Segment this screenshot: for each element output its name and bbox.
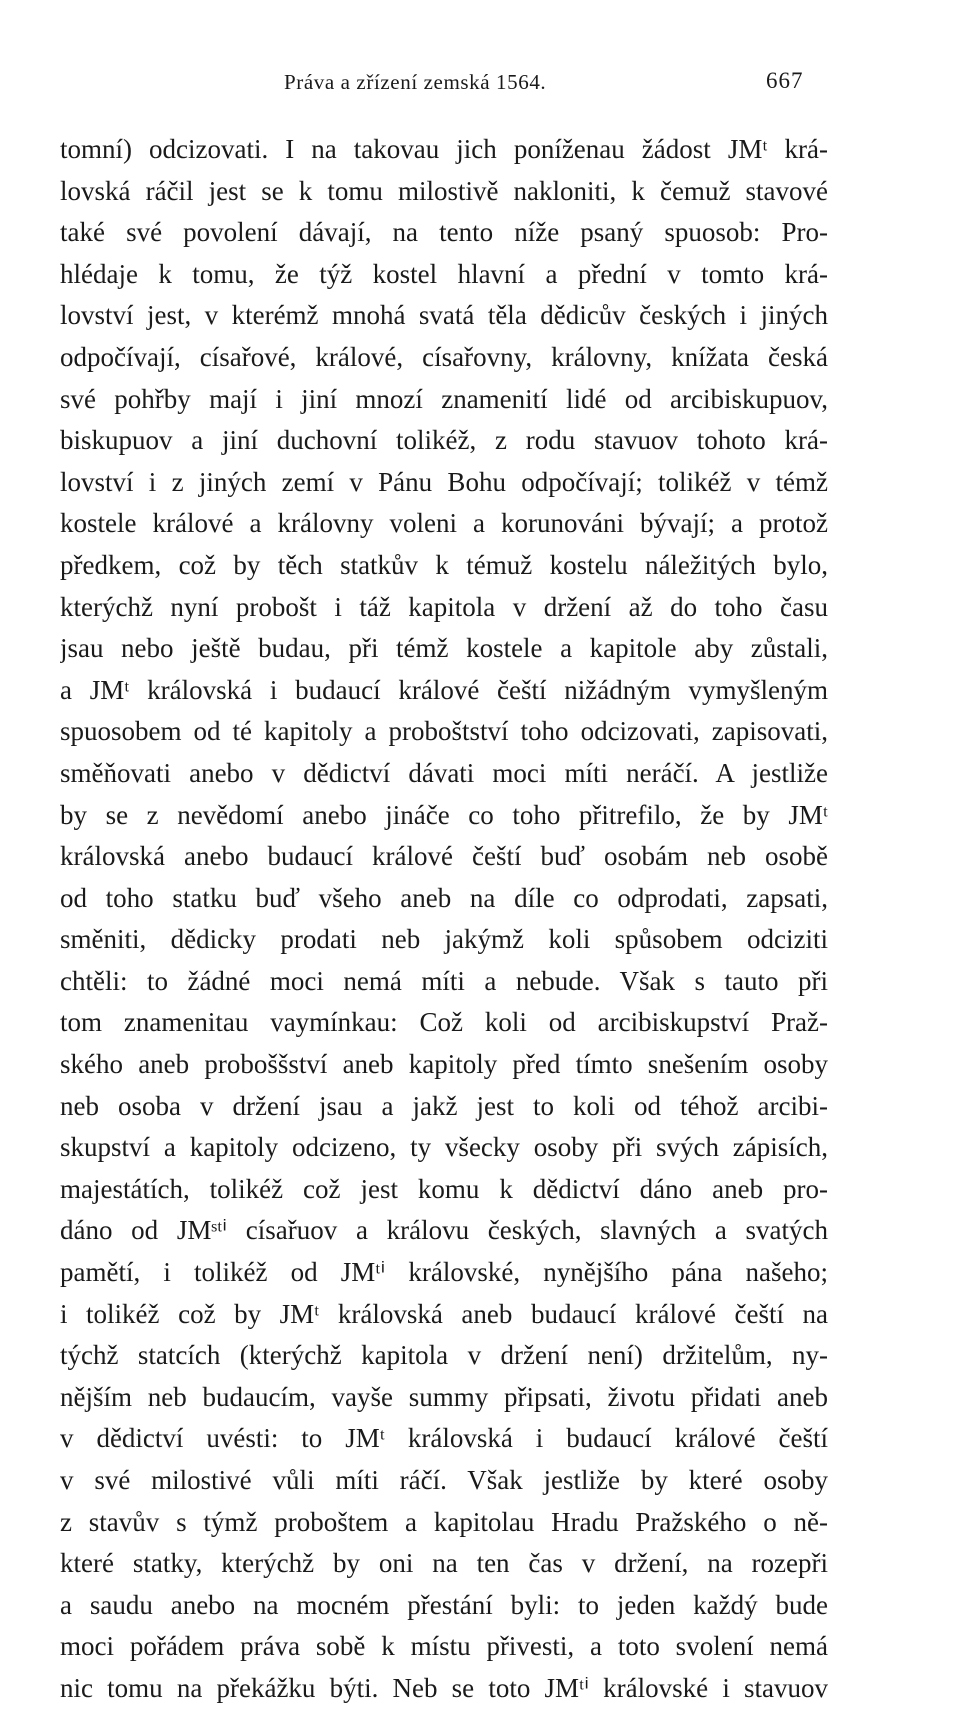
running-title: Práva a zřízení zemská 1564. (284, 70, 547, 94)
text-line: své pohřby mají i jiní mnozí znamenití lidé od arcibiskupuov, (60, 383, 828, 414)
text-line: neb osoba v držení jsau a jakž jest to koli od téhož arcibi- (60, 1090, 828, 1121)
text-line: královská anebo budaucí králové čeští buď osobám neb osobě (60, 841, 828, 872)
text-line: i tolikéž což by JMᵗ královská aneb budaucí králové čeští na (60, 1298, 828, 1329)
text-line: majestátích, tolikéž což jest komu k dědictví dáno aneb pro- (60, 1173, 828, 1204)
text-line: nějším neb budaucím, vayše summy připsati, životu přidati aneb (60, 1381, 828, 1412)
body-text (60, 129, 828, 1710)
running-head (0, 70, 960, 100)
text-line: lovská ráčil jest se k tomu milostivě nakloniti, k čemuž stavové (60, 175, 828, 206)
text-line: nic tomu na překážku býti. Neb se toto JMᵗⁱ královské i stavuov (60, 1672, 828, 1703)
text-line: biskupuov a jiní duchovní tolikéž, z rodu stavuov tohoto krá- (60, 425, 828, 456)
text-line: kterýchž nyní probošt i táž kapitola v držení až do toho času (60, 591, 828, 622)
text-line: hlédaje k tomu, že týž kostel hlavní a přední v tomto krá- (60, 258, 828, 289)
text-line: moci pořádem práva sobě k místu přivesti, a toto svolení nemá (60, 1631, 828, 1662)
text-line: chtěli: to žádné moci nemá míti a nebude. Však s tauto při (60, 965, 828, 996)
text-line: odpočívají, císařové, králové, císařovny, královny, knížata česká (60, 341, 828, 372)
text-line: spuosobem od té kapitoly a proboštství toho odcizovati, zapisovati, (60, 716, 828, 747)
text-line: a JMᵗ královská i budaucí králové čeští nižádným vymyšleným (60, 674, 828, 705)
text-line: také své povolení dávají, na tento níže psaný spuosob: Pro- (60, 217, 828, 248)
text-line: směniti, dědicky prodati neb jakýmž koli spůsobem odciziti (60, 924, 828, 955)
text-line: předkem, což by těch statkův k témuž kostelu náležitých bylo, (60, 549, 828, 580)
text-line: od toho statku buď všeho aneb na díle co odprodati, zapsati, (60, 882, 828, 913)
text-line: jsau nebo ještě budau, při témž kostele a kapitole aby zůstali, (60, 633, 828, 664)
text-line: v své milostivé vůli míti ráčí. Však jestliže by které osoby (60, 1465, 828, 1495)
text-line: směňovati anebo v dědictví dávati moci míti neráčí. A jestliže (60, 757, 828, 788)
page-number: 667 (766, 68, 804, 93)
text-line: ského aneb proboššství aneb kapitoly před tímto snešením osoby (60, 1049, 828, 1080)
text-line: tom znamenitau vaymínkau: Což koli od arcibiskupství Praž- (60, 1007, 828, 1038)
text-line: by se z nevědomí anebo jináče co toho přitrefilo, že by JMᵗ (60, 799, 828, 830)
text-line: dáno od JMˢᵗⁱ císařuov a královu českých, slavných a svatých (60, 1215, 828, 1246)
text-line: kostele králové a královny voleni a korunováni bývají; a protož (60, 508, 828, 539)
text-line: lovství i z jiných zemí v Pánu Bohu odpočívají; tolikéž v témž (60, 466, 828, 497)
text-line: lovství jest, v kterémž mnohá svatá těla dědicův českých i jiných (60, 300, 828, 331)
text-line: v dědictví uvésti: to JMᵗ královská i budaucí králové čeští (60, 1423, 828, 1454)
text-line: pamětí, i tolikéž od JMᵗⁱ královské, nynějšího pána našeho; (60, 1257, 828, 1288)
text-line: a saudu anebo na mocném přestání byli: to jeden každý bude (60, 1589, 828, 1620)
text-line: tomní) odcizovati. I na takovau jich poníženau žádost JMᵗ krá- (60, 134, 828, 164)
text-line: z stavův s týmž proboštem a kapitolau Hradu Pražského o ně- (60, 1506, 828, 1537)
text-line: skupství a kapitoly odcizeno, ty všecky osoby při svých zápisích, (60, 1132, 828, 1163)
text-line: týchž statcích (kterýchž kapitola v držení není) držitelům, ny- (60, 1340, 828, 1371)
text-line: které statky, kterýchž by oni na ten čas v držení, na rozepři (60, 1548, 828, 1579)
